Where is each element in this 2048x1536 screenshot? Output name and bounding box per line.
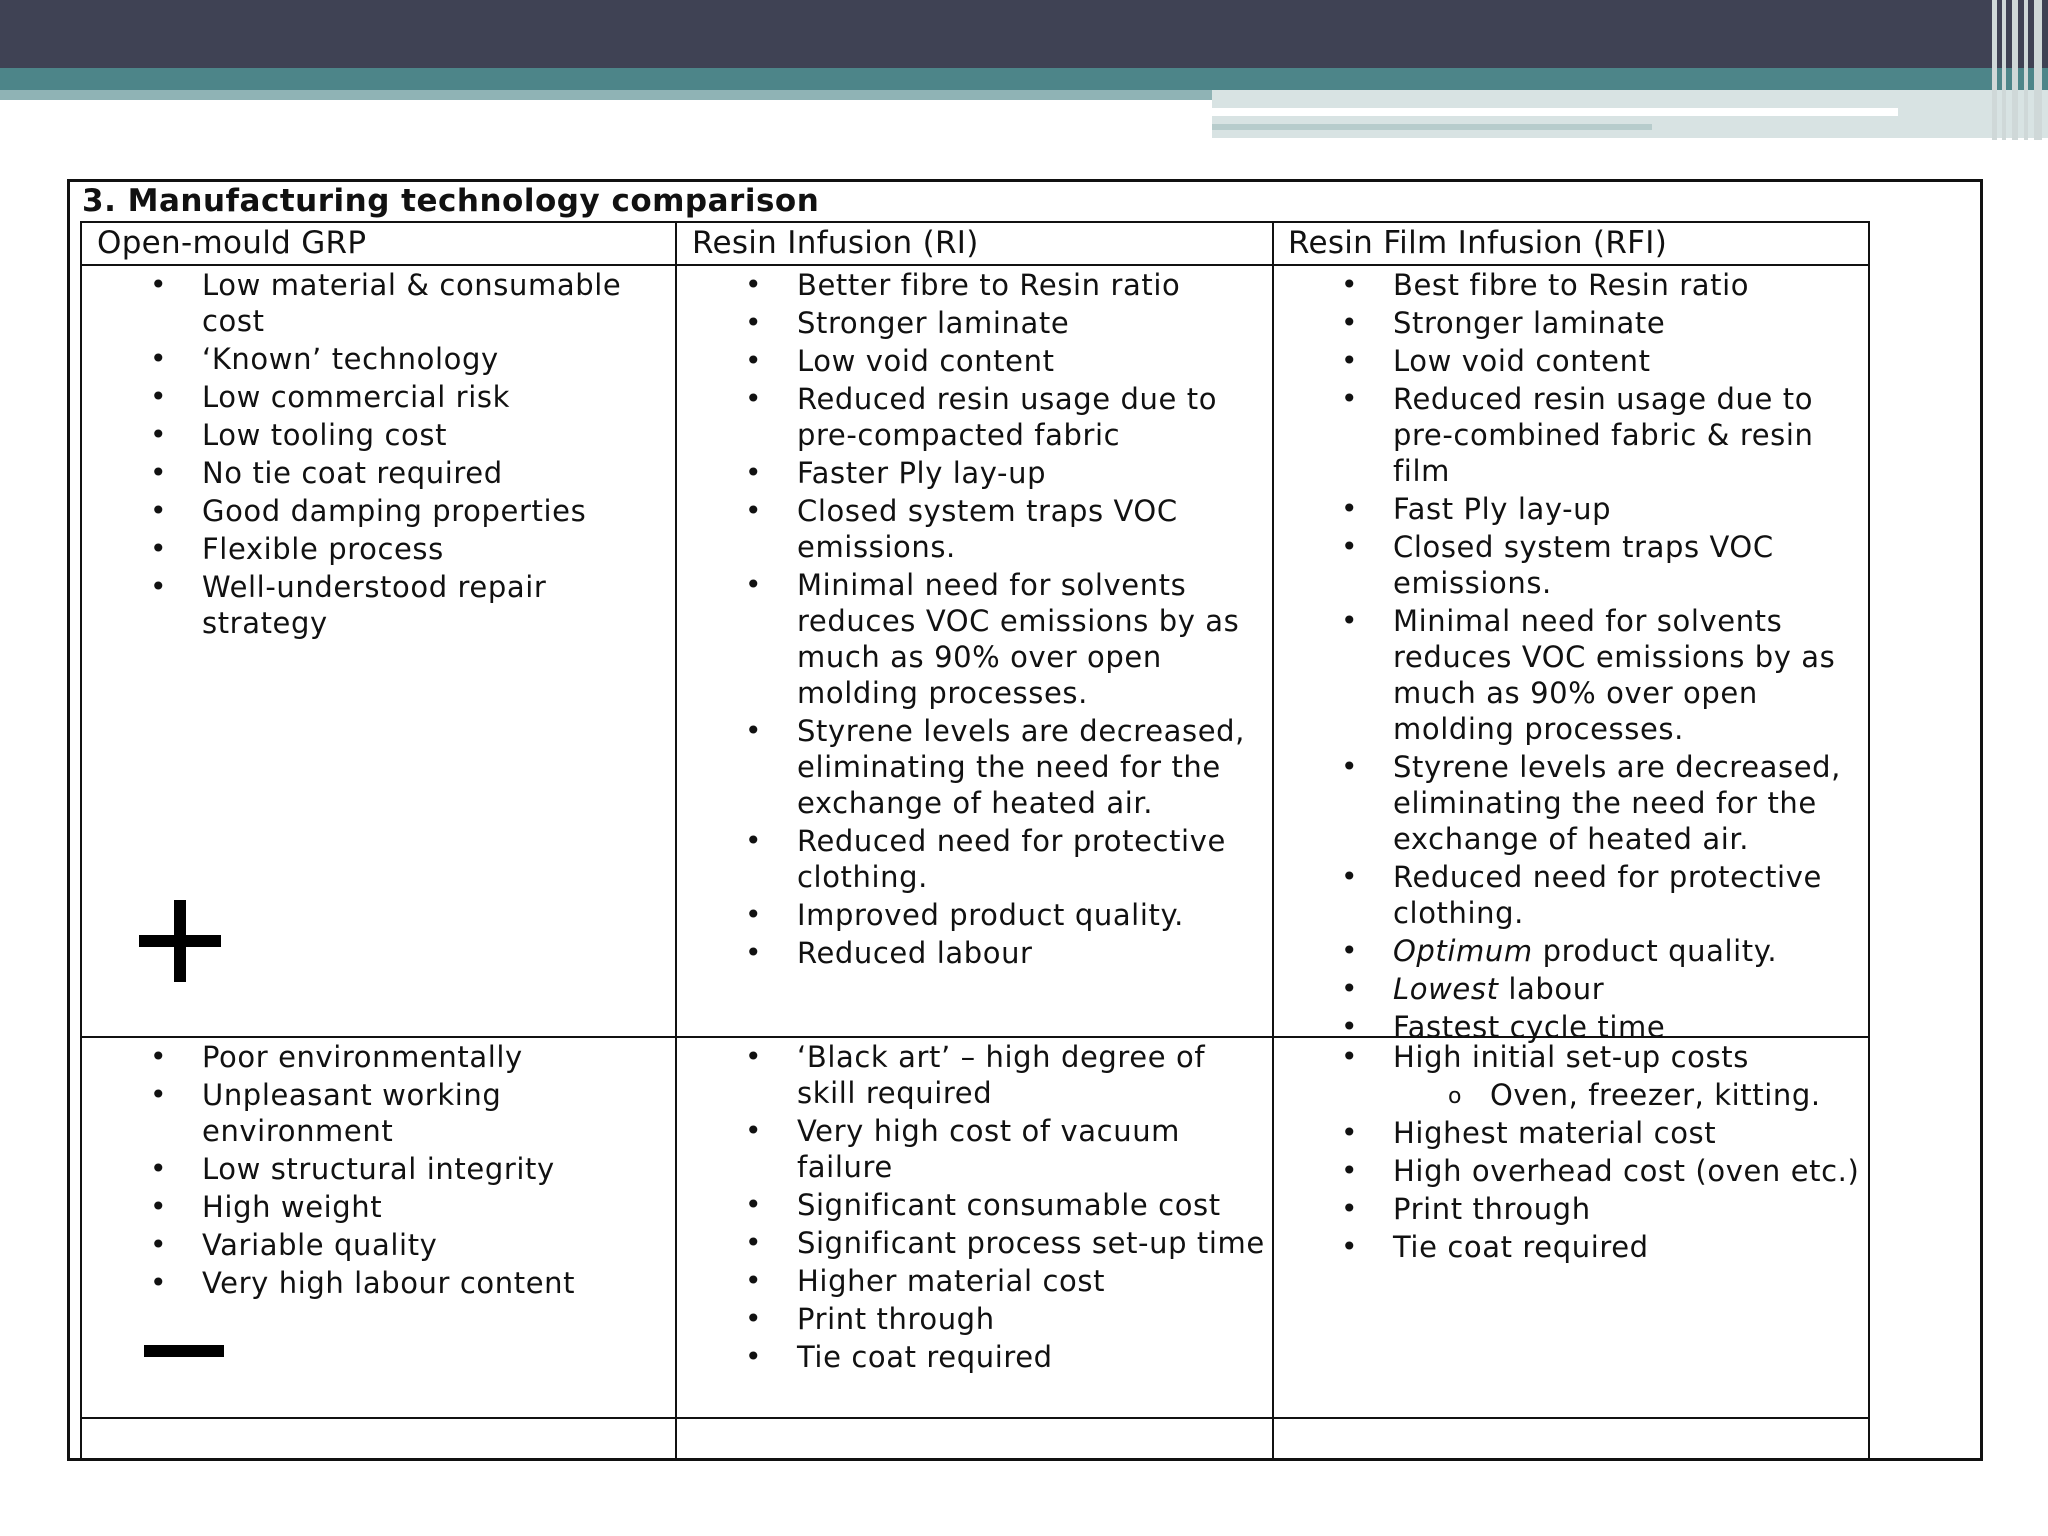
list-item bbox=[684, 567, 1274, 711]
list-item-text: Closed system traps VOC emissions. bbox=[797, 494, 1178, 564]
column-header-resin-film-infusion: Resin Film Infusion (RFI) bbox=[1288, 225, 1668, 261]
cons-list bbox=[684, 1039, 1274, 1375]
list-item-text: Fast Ply lay-up bbox=[1393, 492, 1612, 526]
list-item bbox=[1280, 267, 1870, 303]
pros-list bbox=[89, 267, 669, 641]
list-item bbox=[89, 379, 669, 415]
list-item-text: Higher material cost bbox=[797, 1264, 1106, 1298]
list-item bbox=[1280, 1115, 1870, 1151]
list-item-text: Variable quality bbox=[202, 1228, 438, 1262]
slide-header-band bbox=[0, 0, 2048, 68]
list-item bbox=[684, 1039, 1274, 1111]
list-item bbox=[1280, 305, 1870, 341]
list-item-text: Flexible process bbox=[202, 532, 444, 566]
list-item-text: Minimal need for solvents reduces VOC emissions by as much as 90% over open molding processes. bbox=[1393, 604, 1836, 746]
list-item-text: Very high labour content bbox=[202, 1266, 576, 1300]
list-item-text: Minimal need for solvents reduces VOC emissions by as much as 90% over open molding processes. bbox=[797, 568, 1240, 710]
list-item bbox=[684, 1301, 1274, 1337]
list-item bbox=[684, 1113, 1274, 1185]
list-item bbox=[1280, 859, 1870, 931]
list-item bbox=[89, 1039, 669, 1075]
list-item-text: Well-understood repair strategy bbox=[202, 570, 547, 640]
list-item-text: Reduced need for protective clothing. bbox=[1393, 860, 1822, 930]
col-divider-0 bbox=[80, 221, 82, 1460]
list-item bbox=[89, 417, 669, 453]
list-item bbox=[89, 1189, 669, 1225]
list-item bbox=[1280, 1153, 1870, 1189]
minus-icon bbox=[144, 1345, 224, 1357]
cons-list bbox=[1280, 1039, 1870, 1265]
sub-list-item bbox=[1280, 1077, 1870, 1113]
list-item bbox=[89, 569, 669, 641]
cons-bottom-divider bbox=[80, 1417, 1870, 1419]
table-bottom-line bbox=[80, 1458, 1870, 1460]
list-item-text: Low void content bbox=[1393, 344, 1651, 378]
list-item-text: Better fibre to Resin ratio bbox=[797, 268, 1181, 302]
list-item bbox=[684, 935, 1274, 971]
list-item bbox=[684, 823, 1274, 895]
list-item-text: No tie coat required bbox=[202, 456, 503, 490]
list-item bbox=[684, 897, 1274, 933]
list-item-text: Low commercial risk bbox=[202, 380, 510, 414]
list-item bbox=[684, 1187, 1274, 1223]
list-item-text: Styrene levels are decreased, eliminating the need for the exchange of heated air. bbox=[797, 714, 1245, 820]
list-item bbox=[684, 381, 1274, 453]
list-item-text: Highest material cost bbox=[1393, 1116, 1717, 1150]
column-header-resin-infusion: Resin Infusion (RI) bbox=[692, 225, 979, 261]
cons-cell-open-mould bbox=[89, 1039, 669, 1303]
table-title: 3. Manufacturing technology comparison bbox=[82, 183, 820, 219]
list-item-text: Low structural integrity bbox=[202, 1152, 555, 1186]
list-item-text: Low material & consumable cost bbox=[202, 268, 622, 338]
list-item bbox=[89, 267, 669, 339]
list-item bbox=[684, 493, 1274, 565]
pros-list bbox=[1280, 267, 1870, 1045]
list-item bbox=[684, 343, 1274, 379]
pros-cell-resin-film-infusion bbox=[1280, 267, 1870, 1047]
list-item-text: Significant process set-up time bbox=[797, 1226, 1265, 1260]
list-item bbox=[89, 1151, 669, 1187]
list-item-text: ‘Known’ technology bbox=[202, 342, 499, 376]
list-item-text: High overhead cost (oven etc.) bbox=[1393, 1154, 1860, 1188]
list-item-text: Low tooling cost bbox=[202, 418, 448, 452]
list-item-text: Low void content bbox=[797, 344, 1055, 378]
emphasis-text: Lowest bbox=[1393, 972, 1499, 1006]
list-item bbox=[89, 341, 669, 377]
list-item-text: Tie coat required bbox=[797, 1340, 1053, 1374]
list-item bbox=[89, 455, 669, 491]
list-item bbox=[684, 455, 1274, 491]
title-divider bbox=[80, 221, 1870, 223]
list-item bbox=[1280, 1039, 1870, 1075]
pros-cell-resin-infusion bbox=[684, 267, 1274, 973]
slide-header-light-band bbox=[0, 90, 1212, 100]
list-item-text: Styrene levels are decreased, eliminating the need for the exchange of heated air. bbox=[1393, 750, 1841, 856]
list-item bbox=[1280, 1191, 1870, 1227]
list-item bbox=[1280, 343, 1870, 379]
list-item-text: Fastest cycle time bbox=[1393, 1010, 1666, 1044]
cons-list bbox=[89, 1039, 669, 1301]
list-item-text: Stronger laminate bbox=[797, 306, 1070, 340]
slide-header-right-line-2 bbox=[1212, 124, 1652, 130]
list-item-text: Stronger laminate bbox=[1393, 306, 1666, 340]
list-item-text: Best fibre to Resin ratio bbox=[1393, 268, 1750, 302]
list-item-text: Reduced resin usage due to pre-compacted fabric bbox=[797, 382, 1218, 452]
list-item bbox=[1280, 749, 1870, 857]
list-item bbox=[1280, 381, 1870, 489]
list-item-text: labour bbox=[1498, 972, 1605, 1006]
list-item bbox=[1280, 933, 1870, 969]
list-item bbox=[1280, 491, 1870, 527]
list-item-text: Oven, freezer, kitting. bbox=[1490, 1078, 1821, 1112]
slide-header-stripes bbox=[1990, 0, 2048, 140]
list-item-text: Significant consumable cost bbox=[797, 1188, 1221, 1222]
list-item bbox=[1280, 971, 1870, 1007]
list-item bbox=[1280, 1229, 1870, 1265]
list-item bbox=[684, 1263, 1274, 1299]
list-item bbox=[1280, 603, 1870, 747]
list-item-text: Good damping properties bbox=[202, 494, 587, 528]
list-item-text: Reduced resin usage due to pre-combined fabric & resin film bbox=[1393, 382, 1814, 488]
list-item bbox=[89, 1227, 669, 1263]
slide-header-teal-band bbox=[0, 68, 2048, 90]
list-item-text: Unpleasant working environment bbox=[202, 1078, 502, 1148]
list-item-text: Reduced labour bbox=[797, 936, 1033, 970]
list-item bbox=[684, 713, 1274, 821]
list-item-text: High weight bbox=[202, 1190, 383, 1224]
column-header-open-mould: Open-mould GRP bbox=[97, 225, 367, 261]
list-item bbox=[89, 1077, 669, 1149]
list-item-text: Very high cost of vacuum failure bbox=[797, 1114, 1181, 1184]
list-item bbox=[89, 1265, 669, 1301]
list-item-text: Print through bbox=[1393, 1192, 1591, 1226]
list-item-text: Tie coat required bbox=[1393, 1230, 1649, 1264]
list-item bbox=[89, 531, 669, 567]
emphasis-text: Optimum bbox=[1393, 934, 1533, 968]
list-item-text: ‘Black art’ – high degree of skill required bbox=[797, 1040, 1206, 1110]
list-item-text: product quality. bbox=[1532, 934, 1778, 968]
pros-list bbox=[684, 267, 1274, 971]
list-item-text: Poor environmentally bbox=[202, 1040, 523, 1074]
list-item bbox=[684, 305, 1274, 341]
list-item-text: Closed system traps VOC emissions. bbox=[1393, 530, 1774, 600]
list-item bbox=[89, 493, 669, 529]
list-item bbox=[684, 1225, 1274, 1261]
pros-cell-open-mould bbox=[89, 267, 669, 643]
list-item bbox=[1280, 529, 1870, 601]
cons-cell-resin-film-infusion bbox=[1280, 1039, 1870, 1267]
cons-cell-resin-infusion bbox=[684, 1039, 1274, 1377]
plus-icon bbox=[139, 900, 221, 982]
list-item-text: Print through bbox=[797, 1302, 995, 1336]
list-item-text: High initial set-up costs bbox=[1393, 1040, 1749, 1074]
list-item bbox=[684, 267, 1274, 303]
col-divider-1 bbox=[675, 221, 677, 1460]
slide-header-right-line bbox=[1212, 108, 1898, 116]
list-item bbox=[684, 1339, 1274, 1375]
header-divider bbox=[80, 264, 1870, 266]
list-item-text: Reduced need for protective clothing. bbox=[797, 824, 1226, 894]
list-item-text: Faster Ply lay-up bbox=[797, 456, 1047, 490]
list-item-text: Improved product quality. bbox=[797, 898, 1184, 932]
